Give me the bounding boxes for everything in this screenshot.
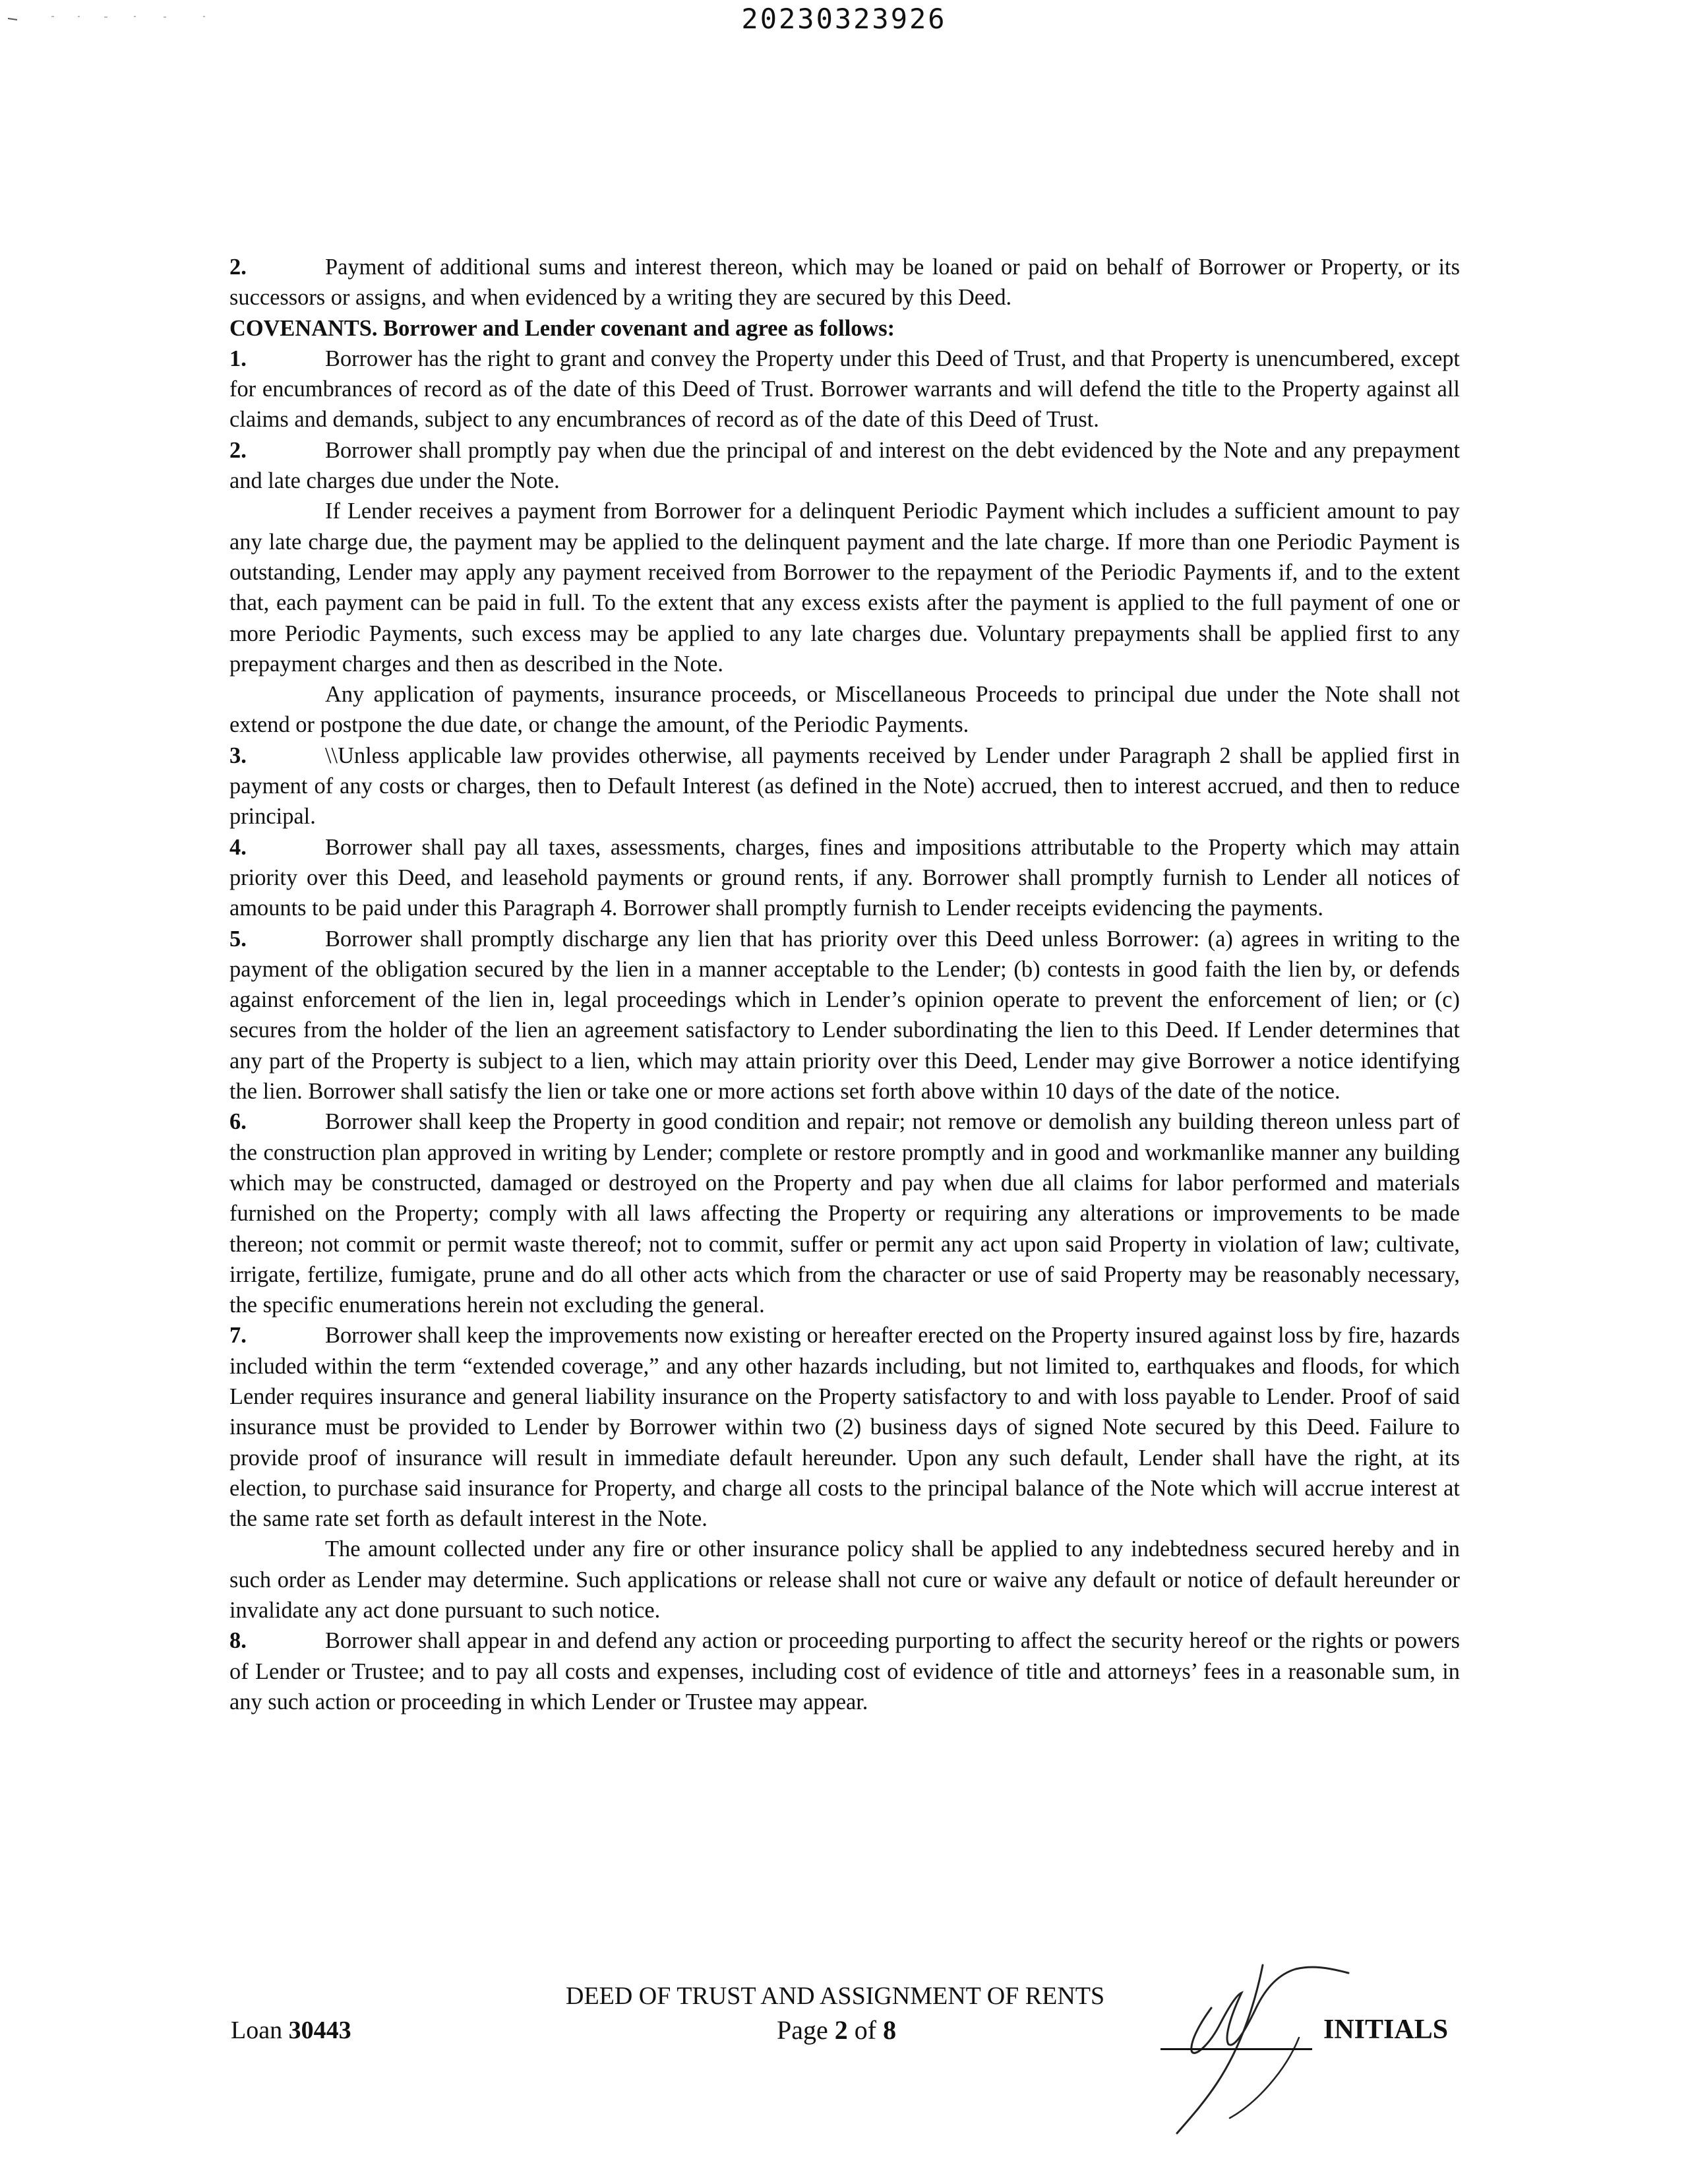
loan-number: 30443 — [288, 2017, 351, 2044]
page-indicator — [777, 2015, 896, 2046]
page-current: 2 — [834, 2015, 848, 2045]
page-word: Page — [777, 2015, 828, 2045]
loan-reference — [231, 2016, 351, 2045]
paragraph-number: 1. — [229, 346, 247, 371]
paragraph-number: 2. — [229, 255, 247, 280]
paragraph-number: 3. — [229, 743, 247, 768]
paragraph-text: Payment of additional sums and interest thereon, which may be loaned or paid on behalf of Borrower or Property, or its successors or assigns, and when evidenced by a writing they are secured by this Deed. — [229, 255, 1460, 311]
covenant-2-continuation-a: If Lender receives a payment from Borrower for a delinquent Periodic Payment which includes a sufficient amount to pay any late charge due, the payment may be applied to the delinquent payment and the late charge. If more than one Periodic Payment is outstanding, Lender may apply any payment received from Borrower to the repayment of the Periodic Payments if, and to the extent that, each payment can be paid in full. To the extent that any excess exists after the payment is applied to the full payment of one or more Periodic Payments, such excess may be applied to any late charges due. Voluntary prepayments shall be applied first to any prepayment charges and then as described in the Note. — [229, 499, 1460, 677]
paragraph-text: Borrower shall promptly pay when due the principal of and interest on the debt evidenced by the Note and any prepayment and late charges due under the Note. — [229, 437, 1460, 494]
paragraph-number: 6. — [229, 1109, 247, 1135]
paragraph-text: \\Unless applicable law provides otherwise, all payments received by Lender under Paragraph 2 shall be applied first in payment of any costs or charges, then to Default Interest (as defined in the Note) accrued, then to interest accrued, and then to reduce principal. — [229, 743, 1460, 830]
paragraph-text: Borrower shall keep the Property in good condition and repair; not remove or demolish any building thereon unless part of the construction plan approved in writing by Lender; complete or restore promptly and in good and workmanlike manner any building which may be constructed, damaged or destroyed on the Property and pay when due all claims for labor performed and materials furnished on the Property; comply with all laws affecting the Property or requiring any alterations or improvements to be made thereon; not commit or permit waste thereof; not to commit, suffer or permit any act upon said Property in violation of law; cultivate, irrigate, fertilize, fumigate, prune and do all other acts which from the character or use of said Property may be reasonably necessary, the specific enumerations herein not excluding the general. — [229, 1109, 1460, 1318]
covenant-2-continuation-b: Any application of payments, insurance proceeds, or Miscellaneous Proceeds to principal due under the Note shall not extend or postpone the due date, or change the amount, of the Periodic Payments. — [229, 682, 1460, 738]
paragraph-number: 8. — [229, 1628, 247, 1654]
initials-label: INITIALS — [1323, 2015, 1449, 2045]
paragraph-number: 2. — [229, 437, 247, 463]
covenant-7-continuation: The amount collected under any fire or other insurance policy shall be applied to any indebtedness secured hereby and in such order as Lender may determine. Such applications or release shall not cure or waive any default or notice of default hereunder or invalidate any act done pursuant to such notice. — [229, 1536, 1460, 1623]
page-total: 8 — [883, 2015, 897, 2045]
paragraph-text: Borrower has the right to grant and convey the Property under this Deed of Trust, and that Property is unencumbered, except for encumbrances of record as of the date of this Deed of Trust. Borrower warrants and will defend the title to the Property against all claims and demands, subject to any encumbrances of record as of the date of this Deed of Trust. — [229, 346, 1460, 433]
initials-signature-line — [1160, 2048, 1312, 2050]
paragraph-text: Borrower shall appear in and defend any action or proceeding purporting to affect the security hereof or the rights or powers of Lender or Trustee; and to pay all costs and expenses, including cost of evidence of title and attorneys’ fees in a reasonable sum, in any such action or proceeding in which Lender or Trustee may appear. — [229, 1628, 1460, 1714]
loan-label: Loan — [231, 2017, 283, 2044]
recording-number: 20230323926 — [741, 3, 947, 35]
paragraph-number: 5. — [229, 926, 247, 952]
footer-document-title: DEED OF TRUST AND ASSIGNMENT OF RENTS — [566, 1982, 1105, 2010]
paragraph-number: 7. — [229, 1323, 247, 1349]
covenants-heading: COVENANTS. Borrower and Lender covenant and agree as follows: — [229, 315, 895, 341]
paragraph-number: 4. — [229, 834, 247, 860]
paragraph-text: Borrower shall pay all taxes, assessments, charges, fines and impositions attributable to the Property which may attain priority over this Deed, and leasehold payments or ground rents, if any. Borrower shall promptly furnish to Lender all notices of amounts to be paid under this Paragraph 4. Borrower shall promptly furnish to Lender receipts evidencing the payments. — [229, 834, 1460, 921]
paragraph-text: Borrower shall keep the improvements now existing or hereafter erected on the Property insured against loss by fire, hazards included within the term “extended coverage,” and any other hazards including, but not limited to, earthquakes and floods, for which Lender requires insurance and general liability insurance on the Property satisfactory to and with loss payable to Lender. Proof of said insurance must be provided to Lender by Borrower within two (2) business days of signed Note secured by this Deed. Failure to provide proof of insurance will result in immediate default hereunder. Upon any such default, Lender shall have the right, at its election, to purchase said insurance for Property, and charge all costs to the principal balance of the Note which will accrue interest at the same rate set forth as default interest in the Note. — [229, 1323, 1460, 1532]
paragraph-text: Borrower shall promptly discharge any lien that has priority over this Deed unless Borrower: (a) agrees in writing to the payment of the obligation secured by the lien in a manner acceptable to the Lender; (b) contests in good faith the lien by, or defends against enforcement of the lien in, legal proceedings which in Lender’s opinion operate to prevent the enforcement of lien; or (c) secures from the holder of the lien an agreement satisfactory to Lender subordinating the lien to this Deed. If Lender determines that any part of the Property is subject to a lien, which may attain priority over this Deed, Lender may give Borrower a notice identifying the lien. Borrower shall satisfy the lien or take one or more actions set forth above within 10 days of the date of the notice. — [229, 926, 1460, 1105]
page-of: of — [854, 2015, 877, 2045]
